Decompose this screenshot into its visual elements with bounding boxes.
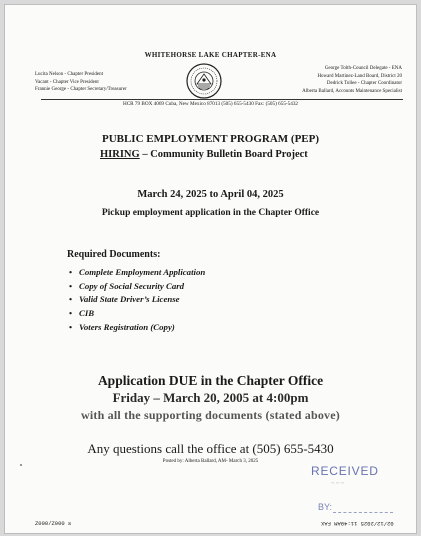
officer-line: Lucita Nelson - Chapter President <box>35 72 104 77</box>
list-item: • Valid State Driver’s License <box>69 293 205 307</box>
received-by-line <box>333 512 393 513</box>
officer-line: Dedrick Tollee - Chapter Coordinator <box>326 81 402 86</box>
required-documents-list <box>69 266 205 335</box>
list-item: • Voters Registration (Copy) <box>69 321 205 335</box>
header-divider <box>41 99 403 100</box>
due-date-line: Friday – March 20, 2005 at 4:00pm <box>112 390 309 405</box>
bulletin-page <box>4 4 417 534</box>
left-officer-list <box>35 71 127 94</box>
program-title: PUBLIC EMPLOYMENT PROGRAM (PEP) <box>101 133 320 145</box>
bullet-icon: • <box>69 280 73 291</box>
list-item: • Complete Employment Application <box>69 266 205 280</box>
chapter-seal-icon <box>186 63 222 99</box>
officer-line: George Tolth-Council Delegate - ENA <box>324 66 402 71</box>
bullet-icon: • <box>69 308 73 319</box>
bullet-icon: • <box>69 267 73 277</box>
list-item: • CIB <box>69 307 205 321</box>
organization-name: WHITEHORSE LAKE CHAPTER-ENA <box>144 51 277 59</box>
scan-speck <box>20 464 22 466</box>
officer-line: Vacant - Chapter Vice President <box>35 79 99 85</box>
pickup-instructions: Pickup employment application in the Chapter Office <box>101 208 320 218</box>
date-range: March 24, 2025 to April 04, 2025 <box>137 189 284 200</box>
supporting-documents-line: with all the supporting documents (stated above) <box>81 408 340 422</box>
officer-line: Frannie George - Chapter Secretary/Treasurer <box>35 87 127 92</box>
required-documents-heading: Required Documents: <box>67 249 161 260</box>
questions-contact-line: Any questions call the office at (505) 655-5430 <box>87 441 334 456</box>
fax-page-counter: Z000/Z000 ☒ <box>35 520 72 527</box>
received-by-label: BY: <box>318 502 333 512</box>
right-officer-list <box>302 65 402 95</box>
officer-line: Howard Martinez-Land Board, District 20 <box>317 73 402 79</box>
list-item: • Copy of Social Security Card <box>69 280 205 294</box>
officer-line: Alberta Ballard, Accounts Maintenance Specialist <box>302 88 402 94</box>
received-stamp: RECEIVED <box>311 464 379 478</box>
bullet-icon: • <box>69 321 73 332</box>
chapter-address: HCR 79 BOX 4069 Cuba, New Mexico 87013 (505) 655-5430 Fax: (505) 655-5432 <box>122 101 299 107</box>
project-name: – Community Bulletin Board Project <box>139 149 308 160</box>
stamp-smudge: ~ ~ ~ <box>331 481 344 487</box>
posted-by-line: Posted by: Alberta Ballard, AM- March 3, 2025 <box>162 459 259 464</box>
hiring-line <box>100 149 308 160</box>
hiring-word: HIRING <box>100 149 140 160</box>
application-due-line: Application DUE in the Chapter Office <box>97 373 324 388</box>
bullet-icon: • <box>69 294 73 305</box>
fax-timestamp: 02/12/2025 11:49AM FAX <box>321 520 394 527</box>
